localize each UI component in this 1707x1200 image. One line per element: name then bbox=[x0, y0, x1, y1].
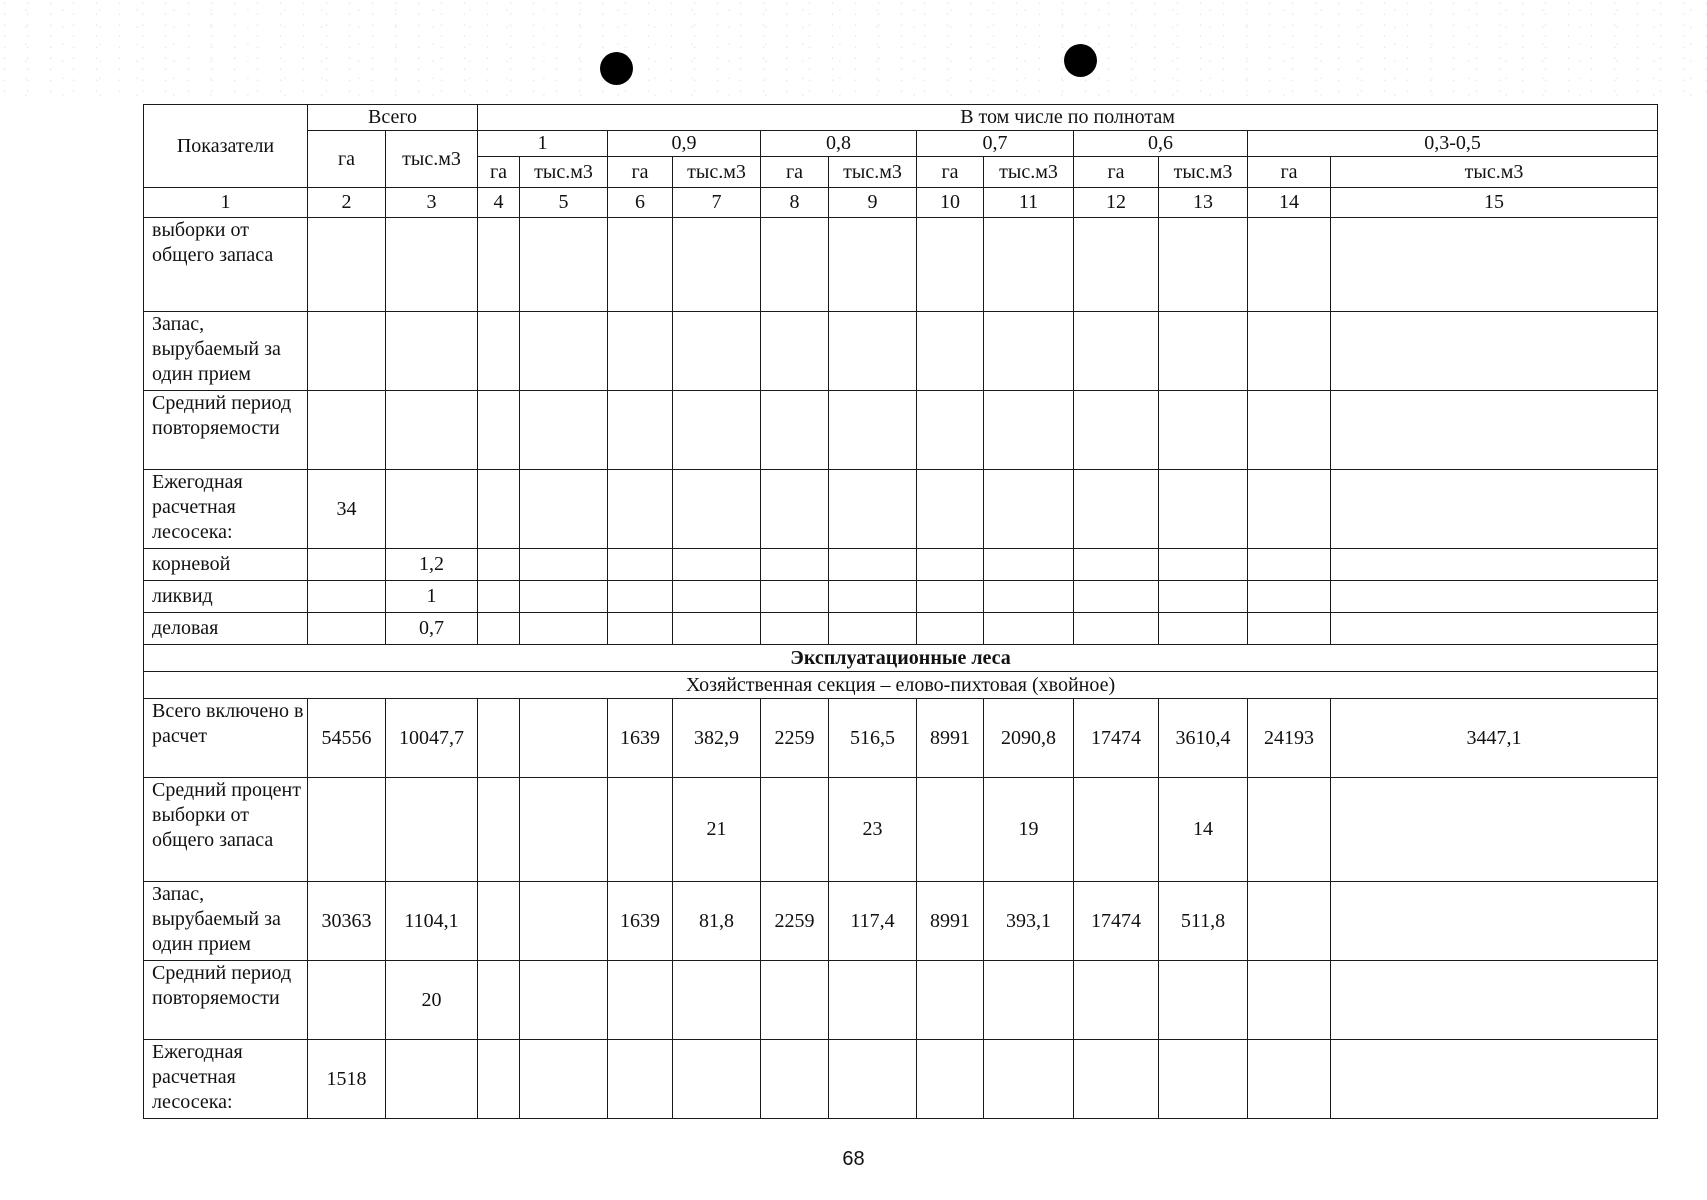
table-cell: 23 bbox=[829, 778, 917, 882]
table-cell bbox=[478, 1040, 520, 1119]
table-cell bbox=[1159, 961, 1248, 1040]
table-cell bbox=[917, 961, 984, 1040]
header-unit-volume: тыс.м3 bbox=[1331, 157, 1658, 188]
column-number: 13 bbox=[1159, 188, 1248, 218]
table-cell bbox=[1248, 961, 1331, 1040]
table-cell bbox=[478, 218, 520, 312]
table-cell bbox=[1331, 218, 1658, 312]
header-unit-volume: тыс.м3 bbox=[829, 157, 917, 188]
table-row bbox=[144, 778, 1658, 882]
header-total-ha: га bbox=[308, 131, 386, 188]
table-cell bbox=[1074, 961, 1159, 1040]
row-label: корневой bbox=[144, 549, 308, 581]
table-cell bbox=[1331, 549, 1658, 581]
table-cell bbox=[1248, 218, 1331, 312]
table-cell: 17474 bbox=[1074, 699, 1159, 778]
table-cell: 2090,8 bbox=[984, 699, 1074, 778]
table-cell bbox=[478, 549, 520, 581]
table-row bbox=[144, 312, 1658, 391]
header-total-volume: тыс.м3 bbox=[386, 131, 478, 188]
table-cell bbox=[608, 581, 673, 613]
table-cell bbox=[478, 778, 520, 882]
section-row bbox=[144, 645, 1658, 672]
header-unit-volume: тыс.м3 bbox=[1159, 157, 1248, 188]
table-cell bbox=[984, 613, 1074, 645]
header-density: 1 bbox=[478, 131, 608, 157]
table-cell bbox=[1074, 312, 1159, 391]
table-cell bbox=[1331, 470, 1658, 549]
table-cell: 14 bbox=[1159, 778, 1248, 882]
column-number: 12 bbox=[1074, 188, 1159, 218]
table-cell bbox=[608, 470, 673, 549]
table-cell bbox=[1159, 549, 1248, 581]
table-cell bbox=[308, 961, 386, 1040]
table-cell bbox=[829, 961, 917, 1040]
header-total: Всего bbox=[308, 105, 478, 131]
row-label: Ежегодная расчетная лесосека: bbox=[144, 470, 308, 549]
table-cell bbox=[308, 218, 386, 312]
row-label: Запас, вырубаемый за один прием bbox=[144, 312, 308, 391]
table-cell: 10047,7 bbox=[386, 699, 478, 778]
table-cell: 511,8 bbox=[1159, 882, 1248, 961]
table-cell bbox=[308, 391, 386, 470]
column-number-row bbox=[144, 188, 1658, 218]
table-cell bbox=[1331, 778, 1658, 882]
table-cell bbox=[673, 549, 761, 581]
header-unit-ha: га bbox=[1074, 157, 1159, 188]
table-cell: 34 bbox=[308, 470, 386, 549]
table-cell bbox=[478, 581, 520, 613]
column-number: 11 bbox=[984, 188, 1074, 218]
header-density: 0,6 bbox=[1074, 131, 1248, 157]
table-cell bbox=[1074, 1040, 1159, 1119]
row-label: деловая bbox=[144, 613, 308, 645]
table-cell bbox=[1331, 961, 1658, 1040]
table-cell: 2259 bbox=[761, 699, 829, 778]
table-cell bbox=[1159, 312, 1248, 391]
table-cell bbox=[761, 218, 829, 312]
row-label: Средний период повторяемости bbox=[144, 391, 308, 470]
header-density: 0,8 bbox=[761, 131, 917, 157]
table-cell bbox=[1331, 391, 1658, 470]
table-cell bbox=[673, 613, 761, 645]
table-cell: 21 bbox=[673, 778, 761, 882]
table-cell: 382,9 bbox=[673, 699, 761, 778]
table-cell bbox=[1331, 312, 1658, 391]
punch-hole bbox=[1064, 44, 1097, 77]
table-cell: 54556 bbox=[308, 699, 386, 778]
table-cell bbox=[984, 581, 1074, 613]
table-cell: 117,4 bbox=[829, 882, 917, 961]
column-number: 9 bbox=[829, 188, 917, 218]
table-row bbox=[144, 581, 1658, 613]
header-density: 0,7 bbox=[917, 131, 1074, 157]
table-cell bbox=[1074, 778, 1159, 882]
table-cell bbox=[478, 391, 520, 470]
header-row-2 bbox=[144, 131, 1658, 157]
header-unit-ha: га bbox=[1248, 157, 1331, 188]
table-cell bbox=[478, 961, 520, 1040]
table-cell bbox=[1248, 312, 1331, 391]
table-cell bbox=[520, 391, 608, 470]
table-cell bbox=[1159, 581, 1248, 613]
table-cell bbox=[308, 549, 386, 581]
table-cell bbox=[984, 1040, 1074, 1119]
table-cell bbox=[1074, 218, 1159, 312]
table-cell bbox=[386, 470, 478, 549]
table-cell bbox=[829, 613, 917, 645]
table-cell bbox=[984, 961, 1074, 1040]
table-cell bbox=[608, 218, 673, 312]
table-row bbox=[144, 1040, 1658, 1119]
table-cell bbox=[984, 391, 1074, 470]
table-cell bbox=[478, 613, 520, 645]
table-cell bbox=[984, 312, 1074, 391]
table-row bbox=[144, 549, 1658, 581]
punch-hole bbox=[600, 52, 633, 85]
table-cell: 1639 bbox=[608, 699, 673, 778]
table-cell bbox=[1248, 470, 1331, 549]
page-number: 68 bbox=[842, 1148, 865, 1170]
table-cell bbox=[520, 699, 608, 778]
subsection-row bbox=[144, 672, 1658, 699]
table-row bbox=[144, 699, 1658, 778]
table-cell bbox=[308, 312, 386, 391]
row-label: Средний период повторяемости bbox=[144, 961, 308, 1040]
table-cell bbox=[1159, 218, 1248, 312]
table-cell bbox=[1248, 882, 1331, 961]
table-row bbox=[144, 470, 1658, 549]
table-cell bbox=[1074, 391, 1159, 470]
table-cell bbox=[520, 882, 608, 961]
section-title: Эксплуатационные леса bbox=[144, 645, 1658, 672]
column-number: 6 bbox=[608, 188, 673, 218]
table-cell bbox=[520, 470, 608, 549]
table-cell bbox=[1331, 1040, 1658, 1119]
table-cell bbox=[829, 470, 917, 549]
table-cell bbox=[1074, 613, 1159, 645]
table-cell: 516,5 bbox=[829, 699, 917, 778]
table-cell bbox=[520, 218, 608, 312]
table-cell: 19 bbox=[984, 778, 1074, 882]
row-label: Всего включено в расчет bbox=[144, 699, 308, 778]
table-cell bbox=[308, 778, 386, 882]
column-number: 5 bbox=[520, 188, 608, 218]
table-cell bbox=[520, 549, 608, 581]
table-row bbox=[144, 218, 1658, 312]
table-cell bbox=[608, 778, 673, 882]
table-cell bbox=[917, 778, 984, 882]
row-label: ликвид bbox=[144, 581, 308, 613]
column-number: 7 bbox=[673, 188, 761, 218]
row-label: Средний процент выборки от общего запаса bbox=[144, 778, 308, 882]
table-cell bbox=[1331, 613, 1658, 645]
table-cell bbox=[761, 613, 829, 645]
column-number: 3 bbox=[386, 188, 478, 218]
column-number: 15 bbox=[1331, 188, 1658, 218]
header-by-density: В том числе по полнотам bbox=[478, 105, 1658, 131]
table-cell bbox=[984, 470, 1074, 549]
header-unit-ha: га bbox=[478, 157, 520, 188]
table-cell bbox=[520, 778, 608, 882]
table-cell: 20 bbox=[386, 961, 478, 1040]
table-cell: 81,8 bbox=[673, 882, 761, 961]
table-cell bbox=[478, 699, 520, 778]
table-cell bbox=[829, 549, 917, 581]
table-cell bbox=[673, 218, 761, 312]
table-cell bbox=[829, 391, 917, 470]
table-cell bbox=[608, 549, 673, 581]
header-unit-volume: тыс.м3 bbox=[673, 157, 761, 188]
table-cell bbox=[673, 1040, 761, 1119]
table-cell bbox=[308, 613, 386, 645]
table-cell bbox=[917, 613, 984, 645]
column-number: 4 bbox=[478, 188, 520, 218]
table-cell bbox=[478, 882, 520, 961]
table-cell bbox=[917, 391, 984, 470]
table-cell: 0,7 bbox=[386, 613, 478, 645]
table-cell bbox=[1331, 882, 1658, 961]
table-row bbox=[144, 613, 1658, 645]
table-cell: 8991 bbox=[917, 699, 984, 778]
table-cell bbox=[478, 470, 520, 549]
table-cell: 3447,1 bbox=[1331, 699, 1658, 778]
table-cell bbox=[1248, 391, 1331, 470]
table-cell bbox=[984, 549, 1074, 581]
table-cell bbox=[1074, 581, 1159, 613]
table-cell bbox=[761, 1040, 829, 1119]
table-cell: 393,1 bbox=[984, 882, 1074, 961]
table-cell bbox=[673, 391, 761, 470]
table-cell bbox=[984, 218, 1074, 312]
header-unit-volume: тыс.м3 bbox=[984, 157, 1074, 188]
table-cell bbox=[608, 1040, 673, 1119]
column-number: 2 bbox=[308, 188, 386, 218]
table-cell bbox=[917, 549, 984, 581]
table-cell bbox=[829, 581, 917, 613]
table-cell: 1,2 bbox=[386, 549, 478, 581]
table-row bbox=[144, 882, 1658, 961]
table-cell bbox=[917, 581, 984, 613]
table-cell bbox=[1248, 778, 1331, 882]
header-row-1 bbox=[144, 105, 1658, 131]
table-cell bbox=[917, 312, 984, 391]
table-cell bbox=[608, 312, 673, 391]
table-cell bbox=[761, 549, 829, 581]
table-cell bbox=[478, 312, 520, 391]
table-cell bbox=[1248, 613, 1331, 645]
table-cell bbox=[1331, 581, 1658, 613]
header-density: 0,3-0,5 bbox=[1248, 131, 1658, 157]
header-indicators: Показатели bbox=[144, 105, 308, 188]
header-unit-ha: га bbox=[761, 157, 829, 188]
table-cell bbox=[520, 1040, 608, 1119]
table-cell bbox=[608, 961, 673, 1040]
table-cell bbox=[761, 778, 829, 882]
table-cell bbox=[386, 218, 478, 312]
header-unit-volume: тыс.м3 bbox=[520, 157, 608, 188]
table-cell bbox=[917, 218, 984, 312]
table-cell bbox=[1159, 470, 1248, 549]
table-cell bbox=[761, 581, 829, 613]
column-number: 10 bbox=[917, 188, 984, 218]
table-cell bbox=[761, 312, 829, 391]
table-cell: 30363 bbox=[308, 882, 386, 961]
table-cell bbox=[673, 312, 761, 391]
scan-noise bbox=[0, 0, 1707, 100]
table-cell: 8991 bbox=[917, 882, 984, 961]
table-cell bbox=[673, 581, 761, 613]
table-cell: 3610,4 bbox=[1159, 699, 1248, 778]
column-number: 14 bbox=[1248, 188, 1331, 218]
table-cell bbox=[917, 1040, 984, 1119]
table-cell bbox=[829, 1040, 917, 1119]
table-cell bbox=[761, 961, 829, 1040]
table-cell bbox=[386, 778, 478, 882]
column-number: 1 bbox=[144, 188, 308, 218]
table-cell: 1 bbox=[386, 581, 478, 613]
table-cell: 24193 bbox=[1248, 699, 1331, 778]
table-cell bbox=[673, 470, 761, 549]
header-density: 0,9 bbox=[608, 131, 761, 157]
table-container bbox=[143, 104, 1655, 1112]
table-cell bbox=[386, 312, 478, 391]
table-cell bbox=[386, 391, 478, 470]
row-label: Запас, вырубаемый за один прием bbox=[144, 882, 308, 961]
table-row bbox=[144, 961, 1658, 1040]
table-cell bbox=[1159, 613, 1248, 645]
table-cell bbox=[761, 391, 829, 470]
table-cell bbox=[829, 312, 917, 391]
table-row bbox=[144, 391, 1658, 470]
table-cell bbox=[1159, 1040, 1248, 1119]
table-cell bbox=[520, 613, 608, 645]
table-cell bbox=[1248, 581, 1331, 613]
part2-body bbox=[144, 699, 1658, 1119]
table-cell: 1104,1 bbox=[386, 882, 478, 961]
table-cell bbox=[520, 961, 608, 1040]
table-cell bbox=[1248, 1040, 1331, 1119]
table-cell bbox=[1159, 391, 1248, 470]
table-cell bbox=[520, 581, 608, 613]
table-cell bbox=[608, 391, 673, 470]
row-label: выборки от общего запаса bbox=[144, 218, 308, 312]
forest-stock-table bbox=[143, 104, 1658, 1119]
table-cell bbox=[608, 613, 673, 645]
table-cell bbox=[1074, 549, 1159, 581]
table-cell bbox=[520, 312, 608, 391]
table-cell: 17474 bbox=[1074, 882, 1159, 961]
header-unit-ha: га bbox=[917, 157, 984, 188]
table-cell bbox=[917, 470, 984, 549]
table-cell bbox=[308, 581, 386, 613]
part1-body bbox=[144, 218, 1658, 645]
table-cell: 2259 bbox=[761, 882, 829, 961]
column-number: 8 bbox=[761, 188, 829, 218]
table-cell bbox=[1074, 470, 1159, 549]
table-cell: 1518 bbox=[308, 1040, 386, 1119]
table-cell bbox=[1248, 549, 1331, 581]
row-label: Ежегодная расчетная лесосека: bbox=[144, 1040, 308, 1119]
table-cell bbox=[761, 470, 829, 549]
subsection-title: Хозяйственная секция – елово-пихтовая (хвойное) bbox=[144, 672, 1658, 699]
table-cell: 1639 bbox=[608, 882, 673, 961]
table-cell bbox=[829, 218, 917, 312]
header-unit-ha: га bbox=[608, 157, 673, 188]
table-cell bbox=[673, 961, 761, 1040]
table-cell bbox=[386, 1040, 478, 1119]
